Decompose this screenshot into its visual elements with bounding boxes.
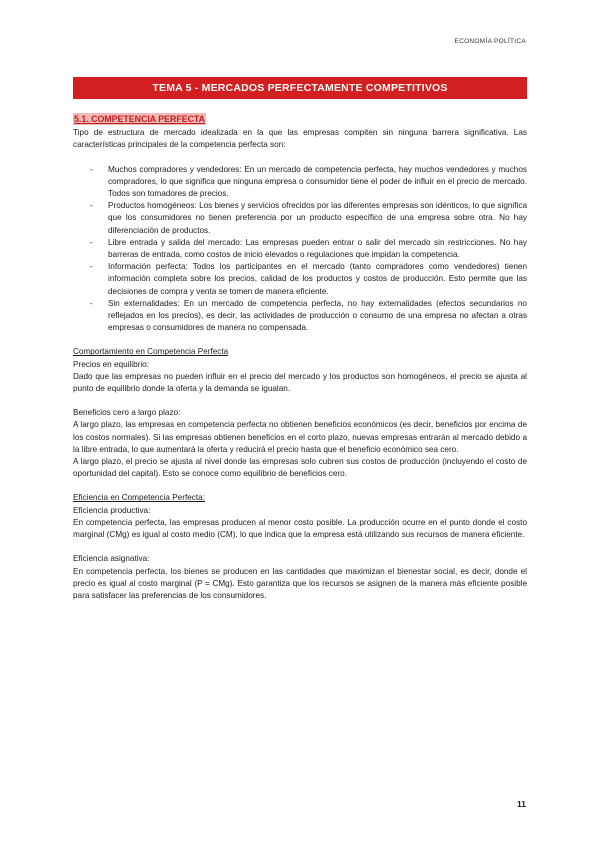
characteristics-list bbox=[73, 164, 527, 335]
page-content bbox=[73, 113, 527, 602]
subsection-heading-comportamiento: Comportamiento en Competencia Perfecta bbox=[73, 347, 229, 357]
list-item: - Información perfecta: Todos los participantes en el mercado (tanto compradores como vendedores) tienen información completa sobre los precios, calidad de los productos y costos de producción. Esto permite que las decisiones de compra y venta se tomen de manera eficiente. bbox=[73, 261, 527, 298]
paragraph: Dado que las empresas no pueden influir en el precio del mercado y los productos son homogéneos, el precio se ajusta al punto de equilibrio donde la oferta y la demanda se igualan. bbox=[73, 371, 527, 394]
section-intro: Tipo de estructura de mercado idealizada en la que las empresas compiten sin ninguna barrera significativa. Las características principales de la competencia perfecta son: bbox=[73, 128, 527, 150]
list-item: - Sin externalidades: En un mercado de competencia perfecta, no hay externalidades (efectos secundarios no reflejados en los precios), es decir, las actividades de producción o consumo de una empresa no afectan a otras empresas o consumidores de manera no compensada. bbox=[73, 298, 527, 335]
subheading-eficiencia-asignativa: Eficiencia asignativa: bbox=[73, 554, 150, 564]
subheading-beneficios: Beneficios cero a largo plazo: bbox=[73, 408, 181, 418]
paragraph: En competencia perfecta, las empresas producen al menor costo posible. La producción ocurre en el punto donde el costo marginal (CMg) es igual al costo medio (CM), lo que indica que la empresa está utilizando sus recursos de manera eficiente. bbox=[73, 517, 527, 540]
paragraph: En competencia perfecta, los bienes se producen en las cantidades que maximizan el bienestar social, es decir, donde el precio es igual al costo marginal (P = CMg). Esto garantiza que los recursos se asignen de la manera más eficiente posible para satisfacer las preferencias de los consumidores. bbox=[73, 566, 527, 600]
list-item: - Productos homogéneos: Los bienes y servicios ofrecidos por las diferentes empresas son idénticos, lo que significa que los consumidores no tienen preferencia por un producto específico de una empresa sobre otra. No hay diferenciación de productos. bbox=[73, 200, 527, 237]
list-item: - Libre entrada y salida del mercado: Las empresas pueden entrar o salir del mercado sin restricciones. No hay barreras de entrada, como costos de inicio elevados o regulaciones que impidan la competencia. bbox=[73, 237, 527, 261]
chapter-title-banner: TEMA 5 - MERCADOS PERFECTAMENTE COMPETITIVOS bbox=[73, 77, 527, 99]
subheading-precios: Precios en equilibrio: bbox=[73, 359, 150, 369]
page-number: 11 bbox=[517, 799, 526, 809]
paragraph: A largo plazo, el precio se ajusta al nivel donde las empresas solo cubren sus costos de producción (incluyendo el costo de oportunidad del capital). Esto se conoce como equilibrio de beneficios cero. bbox=[73, 457, 527, 479]
subsection-heading-eficiencia: Eficiencia en Competencia Perfecta: bbox=[73, 493, 205, 503]
running-header: ECONOMÍA POLÍTICA bbox=[454, 38, 526, 45]
list-item: - Muchos compradores y vendedores: En un mercado de competencia perfecta, hay muchos vendedores y muchos compradores, lo que significa que ninguna empresa o consumidor tiene el poder de influir en el precio de mercado. Todos son tomadores de precios. bbox=[73, 164, 527, 201]
subheading-eficiencia-productiva: Eficiencia productiva: bbox=[73, 505, 151, 515]
section-heading: 5.1. COMPETENCIA PERFECTA bbox=[74, 114, 205, 124]
paragraph: A largo plazo, las empresas en competencia perfecta no obtienen beneficios económicos (es decir, beneficios por encima de los costos normales). Si las empresas obtienen beneficios en el corto plazo, nuevas empresas entrarán al mercado debido a la libre entrada, lo que aumentará la oferta y reducirá el precio hasta que el beneficio económico sea cero. bbox=[73, 420, 527, 454]
